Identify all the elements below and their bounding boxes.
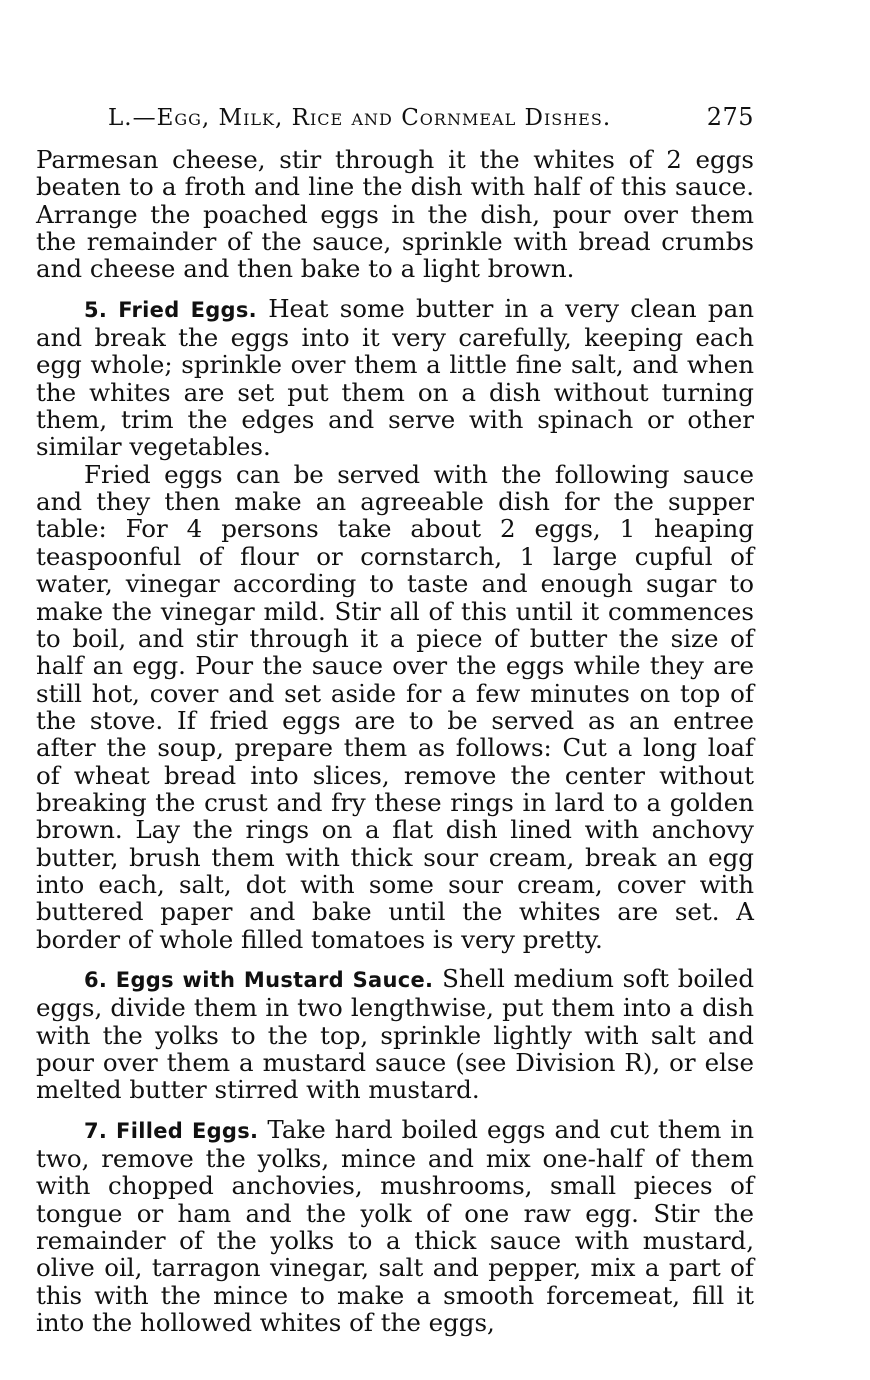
paragraph-fried-eggs (36, 295, 754, 461)
paragraph-fried-eggs-sauce (36, 461, 754, 953)
paragraph-continued (36, 146, 754, 283)
paragraph-text: Heat some butter in a very clean pan and break the eggs into it very carefully, keeping each egg whole; sprinkle over them a little fine salt, and when the whites are set put them on a dish without turning them, trim the edges and serve with spinach or other similar vegetables. (36, 293, 754, 462)
recipe-heading-mustard-sauce: 6. Eggs with Mustard Sauce. (84, 967, 434, 992)
recipe-heading-fried-eggs: 5. Fried Eggs. (84, 297, 257, 322)
paragraph-mustard-sauce (36, 965, 754, 1104)
paragraph-filled-eggs (36, 1116, 754, 1337)
paragraph-text: Fried eggs can be served with the following sauce and they then make an agreeable dish for the supper table: For 4 persons take about 2 eggs, 1 heaping teaspoonful of flour or cornstarch, 1 large cupful of water, vinegar according to taste and enough sugar to make the vinegar mild. Stir all of this until it commences to boil, and stir through it a piece of butter the size of half an egg. Pour the sauce over the eggs while they are still hot, cover and set aside for a few minutes on top of the stove. If fried eggs are to be served as an entree after the soup, prepare them as follows: Cut a long loaf of wheat bread into slices, remove the center without breaking the crust and fry these rings in lard to a golden brown. Lay the rings on a flat dish lined with anchovy butter, brush them with thick sour cream, break an egg into each, salt, dot with some sour cream, cover with buttered paper and bake until the whites are set. A border of whole filled tomatoes is very pretty. (36, 459, 754, 954)
paragraph-text: Parmesan cheese, stir through it the whites of 2 eggs beaten to a froth and line the dish with half of this sauce. Arrange the poached eggs in the dish, pour over them the remainder of the sauce, sprinkle with bread crumbs and cheese and then bake to a light brown. (36, 145, 754, 284)
book-page (36, 96, 754, 1336)
page-number: 275 (706, 103, 754, 131)
paragraph-text: Take hard boiled eggs and cut them in two, remove the yolks, mince and mix one-half of them with chopped anchovies, mushrooms, small pieces of tongue or ham and the yolk of one raw egg. Stir the remainder of the yolks to a thick sauce with mustard, olive oil, tarragon vinegar, salt and pepper, mix a part of this with the mince to make a smooth forcemeat, fill it into the hollowed whites of the eggs, (36, 1114, 754, 1338)
recipe-heading-filled-eggs: 7. Filled Eggs. (84, 1118, 259, 1143)
paragraph-text: Shell medium soft boiled eggs, divide them in two lengthwise, put them into a dish with the yolks to the top, sprinkle lightly with salt and pour over them a mustard sauce (see Division R), or else melted butter stirred with mustard. (36, 963, 754, 1105)
running-head (36, 96, 754, 138)
chapter-title: L.—Egg, Milk, Rice and Cornmeal Dishes. (108, 105, 612, 131)
